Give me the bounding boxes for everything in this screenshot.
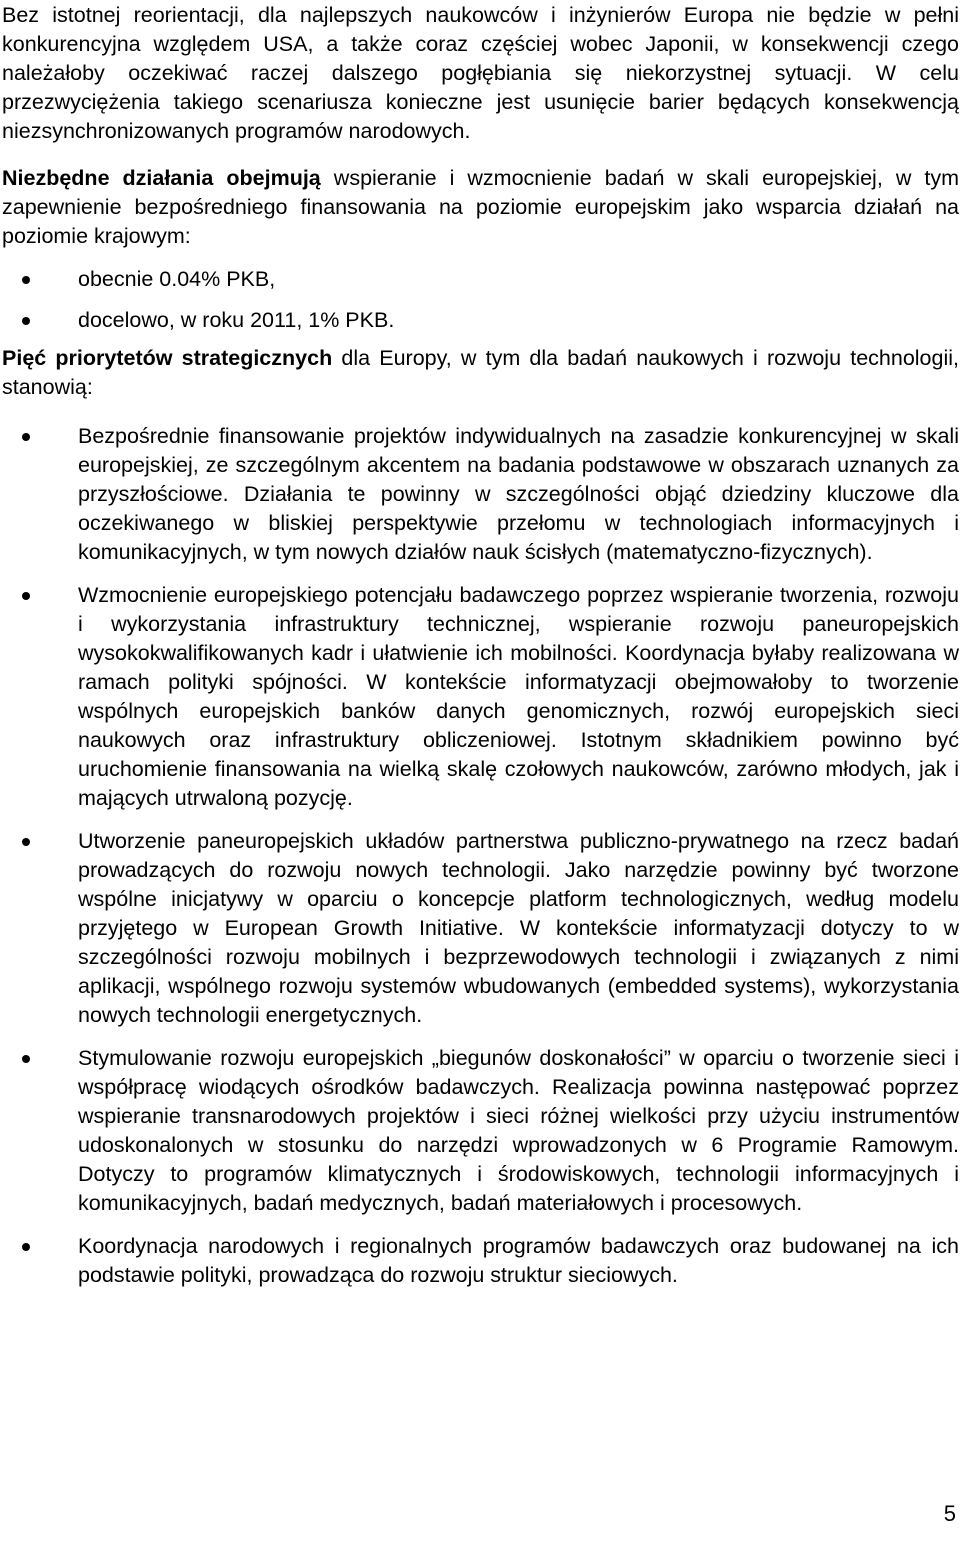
actions-text: wspieranie i wzmocnienie badań w skali europejskiej, w tym zapewnienie bezpośredniego finansowania na poziomie europejskim jako wsparcia działań na poziomie krajowym:	[2, 166, 960, 248]
list-item	[2, 422, 959, 567]
list-item	[2, 581, 959, 813]
priority-item-text: Koordynacja narodowych i regionalnych programów badawczych oraz budowanej na ich podstawie polityki, prowadząca do rozwoju struktur sieciowych.	[78, 1234, 959, 1287]
list-item	[2, 1044, 959, 1218]
priorities-text: dla Europy, w tym dla badań naukowych i rozwoju technologii, stanowią:	[2, 346, 959, 399]
actions-paragraph	[2, 164, 959, 251]
intro-paragraph: Bez istotnej reorientacji, dla najlepszych naukowców i inżynierów Europa nie będzie w pełni konkurencyjna względem USA, a także coraz częściej wobec Japonii, w konsekwencji czego należałoby oczekiwać raczej dalszego pogłębiania się niekorzystnej sytuacji. W celu przezwyciężenia takiego scenariusza konieczne jest usunięcie barier będących konsekwencją niezsynchronizowanych programów narodowych.	[2, 3, 959, 143]
funding-item-text: docelowo, w roku 2011, 1% PKB.	[78, 308, 395, 332]
actions-heading: Niezbędne działania obejmują	[2, 166, 321, 190]
bullet-icon	[22, 592, 30, 600]
bullet-icon	[22, 838, 30, 846]
funding-item-text: obecnie 0.04% PKB,	[78, 267, 276, 291]
funding-list	[2, 265, 959, 335]
priority-item-text: Wzmocnienie europejskiego potencjału badawczego poprzez wspieranie tworzenia, rozwoju i wykorzystania infrastruktury technicznej, wspieranie rozwoju paneuropejskich wysokokwalifikowanych kadr i ułatwienie ich mobilności. Koordynacja byłaby realizowana w ramach polityki spójności. W kontekście informatyzacji obejmowałoby to tworzenie wspólnych europejskich banków danych genomicznych, rozwój europejskich sieci naukowych oraz infrastruktury obliczeniowej. Istotnym składnikiem powinno być uruchomienie finansowania na wielką skalę czołowych naukowców, zarówno młodych, jak i mających utrwaloną pozycję.	[78, 583, 959, 810]
bullet-icon	[22, 276, 30, 284]
list-item	[2, 306, 959, 335]
priority-item-text: Bezpośrednie finansowanie projektów indywidualnych na zasadzie konkurencyjnej w skali europejskiej, ze szczególnym akcentem na badania podstawowe w obszarach uznanych za przyszłościowe. Działania te powinny w szczególności objąć dziedziny kluczowe dla oczekiwanego w bliskiej perspektywie przełomu w technologiach informacyjnych i komunikacyjnych, w tym nowych działów nauk ścisłych (matematyczno-fizycznych).	[78, 424, 959, 564]
page-number: 5	[943, 1501, 956, 1526]
list-item	[2, 1232, 959, 1290]
priority-item-text: Stymulowanie rozwoju europejskich „biegunów doskonałości” w oparciu o tworzenie sieci i współpracę wiodących ośrodków badawczych. Realizacja powinna następować poprzez wspieranie transnarodowych projektów i sieci różnej wielkości przy użyciu instrumentów udoskonalonych w stosunku do narzędzi wprowadzonych w 6 Programie Ramowym. Dotyczy to programów klimatycznych i środowiskowych, technologii informacyjnych i komunikacyjnych, badań medycznych, badań materiałowych i procesowych.	[78, 1046, 959, 1215]
bullet-icon	[22, 433, 30, 441]
bullet-icon	[22, 1243, 30, 1251]
priorities-paragraph	[2, 344, 959, 402]
priorities-list	[2, 422, 959, 1290]
bullet-icon	[22, 1055, 30, 1063]
priority-item-text: Utworzenie paneuropejskich układów partnerstwa publiczno-prywatnego na rzecz badań prowadzących do rozwoju nowych technologii. Jako narzędzie powinny być tworzone wspólne inicjatywy w oparciu o koncepcje platform technologicznych, według modelu przyjętego w European Growth Initiative. W kontekście informatyzacji dotyczy to w szczególności rozwoju mobilnych i bezprzewodowych technologii i związanych z nimi aplikacji, wspólnego rozwoju systemów wbudowanych (embedded systems), wykorzystania nowych technologii energetycznych.	[78, 829, 959, 1027]
list-item	[2, 265, 959, 294]
list-item	[2, 827, 959, 1030]
bullet-icon	[22, 317, 30, 325]
priorities-heading: Pięć priorytetów strategicznych	[2, 346, 333, 370]
